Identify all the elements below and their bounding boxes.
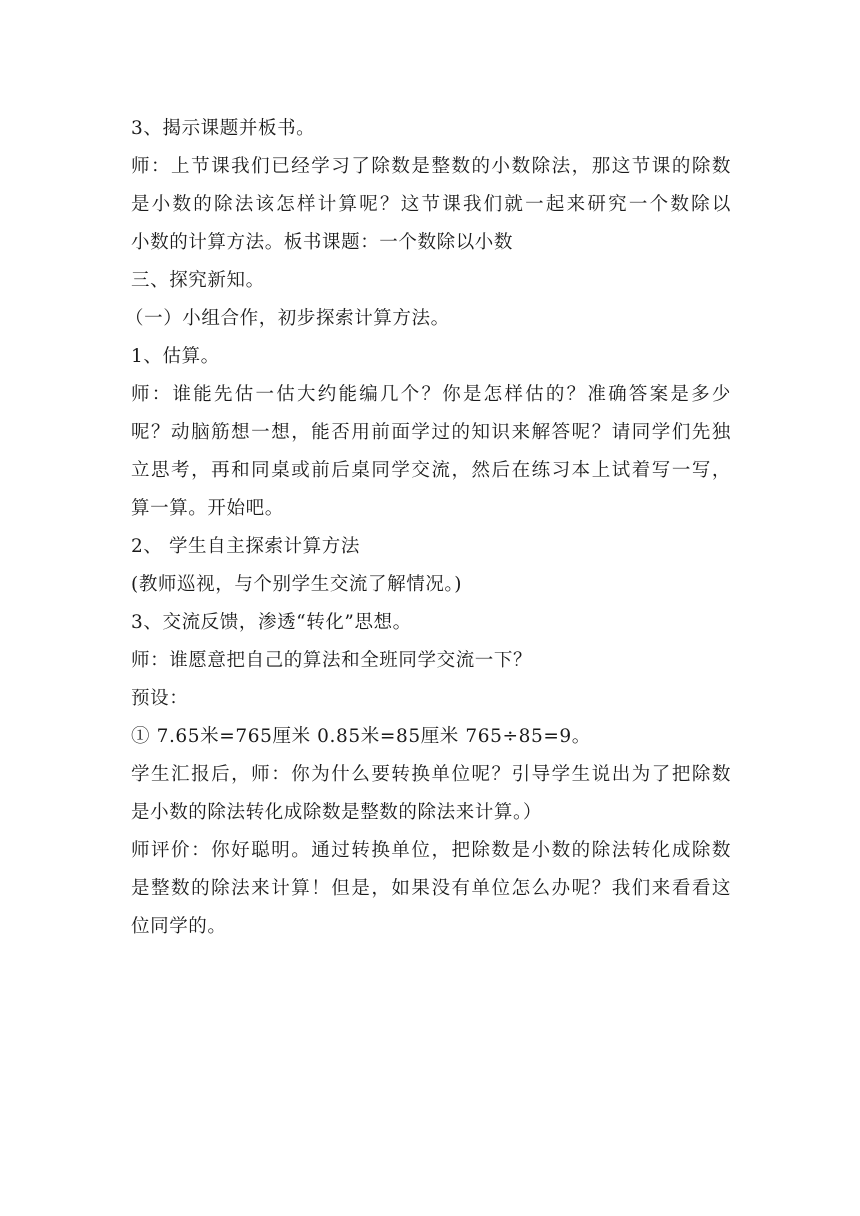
paragraph-line: 位同学的。 — [131, 916, 227, 937]
paragraph-line: 呢？动脑筋想一想，能否用前面学过的知识来解答呢？请同学们先独 — [131, 422, 731, 443]
paragraph-line: 是小数的除法转化成除数是整数的除法来计算。） — [131, 802, 542, 823]
document-body — [125, 110, 731, 946]
step-heading-estimate: 1、估算。 — [131, 346, 220, 367]
paragraph-line: 师：上节课我们已经学习了除数是整数的小数除法，那这节课的除数 — [131, 156, 731, 177]
paragraph-line: 预设： — [131, 688, 189, 709]
paragraph-line: 小数的计算方法。板书课题：一个数除以小数 — [131, 232, 514, 253]
paragraph-line: 是小数的除法该怎样计算呢？这节课我们就一起来研究一个数除以 — [131, 194, 731, 215]
paragraph-line: 立思考，再和同桌或前后桌同学交流，然后在练习本上试着写一写， — [131, 460, 731, 481]
paragraph-line: 师评价：你好聪明。通过转换单位，把除数是小数的除法转化成除数 — [131, 840, 731, 861]
paragraph-line: (教师巡视，与个别学生交流了解情况。) — [131, 574, 463, 595]
step-heading-self-explore: 2、 学生自主探索计算方法 — [131, 536, 360, 557]
paragraph-line: 师：谁能先估一估大约能编几个？你是怎样估的？准确答案是多少 — [131, 384, 731, 405]
step-heading-feedback: 3、交流反馈，渗透“转化”思想。 — [131, 612, 412, 633]
section-heading-reveal-topic: 3、揭示课题并板书。 — [131, 118, 316, 139]
calculation-line: ① 7.65米=765厘米 0.85米=85厘米 765÷85=9。 — [131, 726, 591, 747]
paragraph-line: 算一算。开始吧。 — [131, 498, 284, 519]
paragraph-line: 是整数的除法来计算！但是，如果没有单位怎么办呢？我们来看看这 — [131, 878, 731, 899]
paragraph-line: 师：谁愿意把自己的算法和全班同学交流一下？ — [131, 650, 533, 671]
subsection-heading-group-work: （一）小组合作，初步探索计算方法。 — [125, 308, 450, 329]
section-heading-explore: 三、探究新知。 — [131, 270, 265, 291]
paragraph-line: 学生汇报后，师：你为什么要转换单位呢？引导学生说出为了把除数 — [131, 764, 731, 785]
